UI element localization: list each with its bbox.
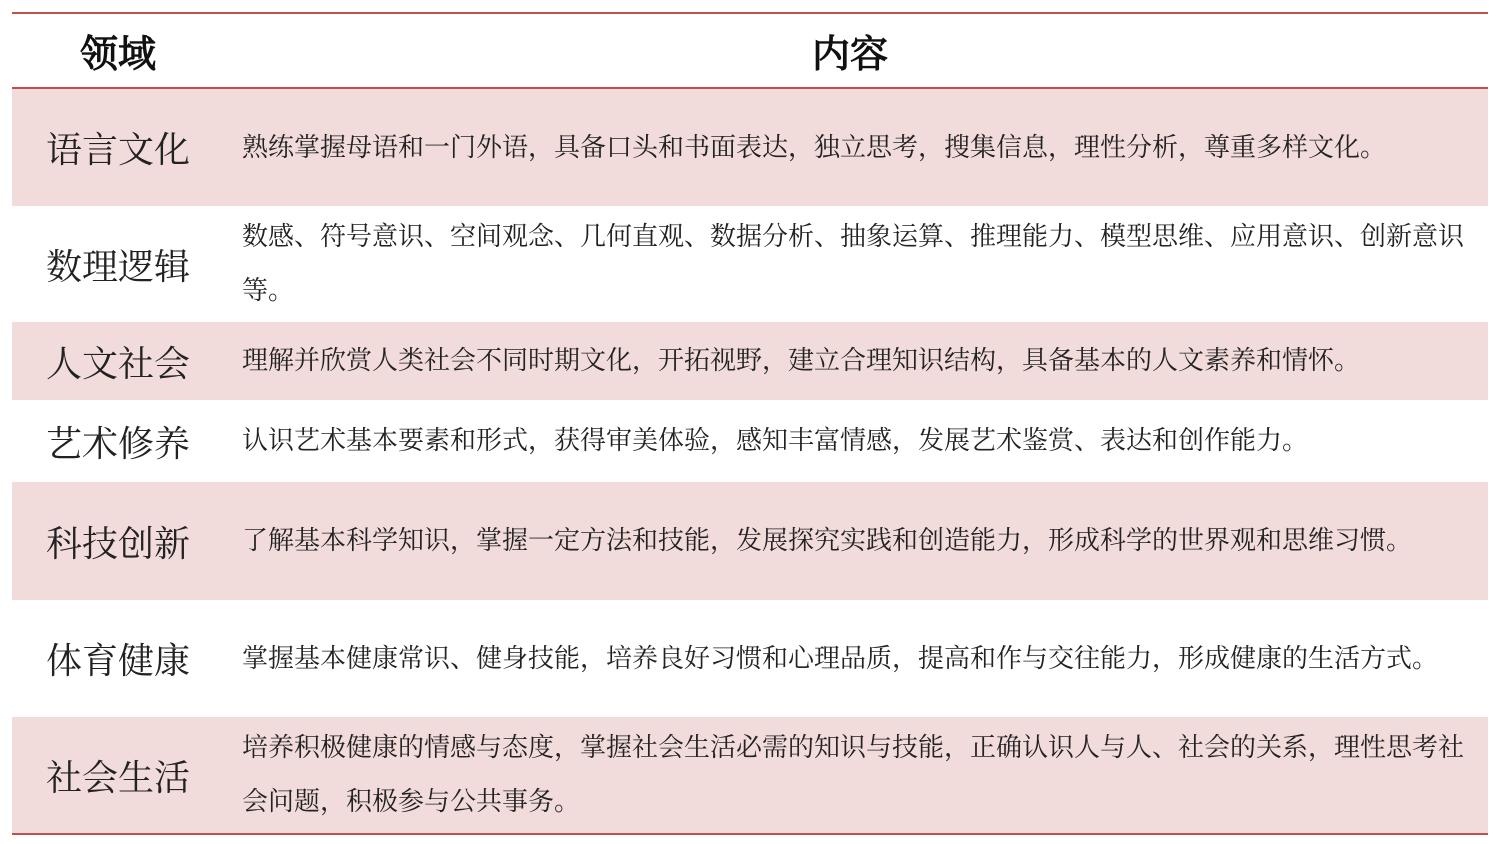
content-cell: 掌握基本健康常识、健身技能，培养良好习惯和心理品质，提高和作与交往能力，形成健康的生活方式。 xyxy=(242,643,1439,674)
table-row xyxy=(12,322,1488,400)
table-row xyxy=(12,600,1488,717)
content-cell: 认识艺术基本要素和形式，获得审美体验，感知丰富情感，发展艺术鉴赏、表达和创作能力。 xyxy=(242,426,1309,456)
table-header xyxy=(12,14,1488,89)
header-content: 内容 xyxy=(811,32,888,76)
table-row xyxy=(12,89,1488,206)
domain-cell: 语言文化 xyxy=(45,130,190,171)
domain-cell: 社会生活 xyxy=(45,757,190,799)
content-cell: 了解基本科学知识，掌握一定方法和技能，发展探究实践和创造能力，形成科学的世界观和思维习惯。 xyxy=(242,526,1413,556)
table-row xyxy=(12,482,1488,600)
header-domain: 领域 xyxy=(79,32,156,76)
content-cell: 熟练掌握母语和一门外语，具备口头和书面表达，独立思考，搜集信息，理性分析，尊重多样文化。 xyxy=(242,132,1387,163)
table-row xyxy=(12,400,1488,482)
domain-cell: 数理逻辑 xyxy=(45,246,190,288)
domain-cell: 体育健康 xyxy=(45,641,190,682)
table-row xyxy=(12,206,1488,322)
content-cell: 理解并欣赏人类社会不同时期文化，开拓视野，建立合理知识结构，具备基本的人文素养和情怀。 xyxy=(242,346,1361,376)
competency-table xyxy=(12,12,1488,835)
domain-cell: 科技创新 xyxy=(45,523,190,565)
content-cell: 培养积极健康的情感与态度，掌握社会生活必需的知识与技能，正确认识人与人、社会的关系，理性思考社会问题，积极参与公共事务。 xyxy=(242,733,1465,817)
table-row xyxy=(12,717,1488,833)
domain-cell: 艺术修养 xyxy=(45,423,190,465)
domain-cell: 人文社会 xyxy=(45,343,190,385)
content-cell: 数感、符号意识、空间观念、几何直观、数据分析、抽象运算、推理能力、模型思维、应用意识、创新意识等。 xyxy=(242,222,1465,306)
